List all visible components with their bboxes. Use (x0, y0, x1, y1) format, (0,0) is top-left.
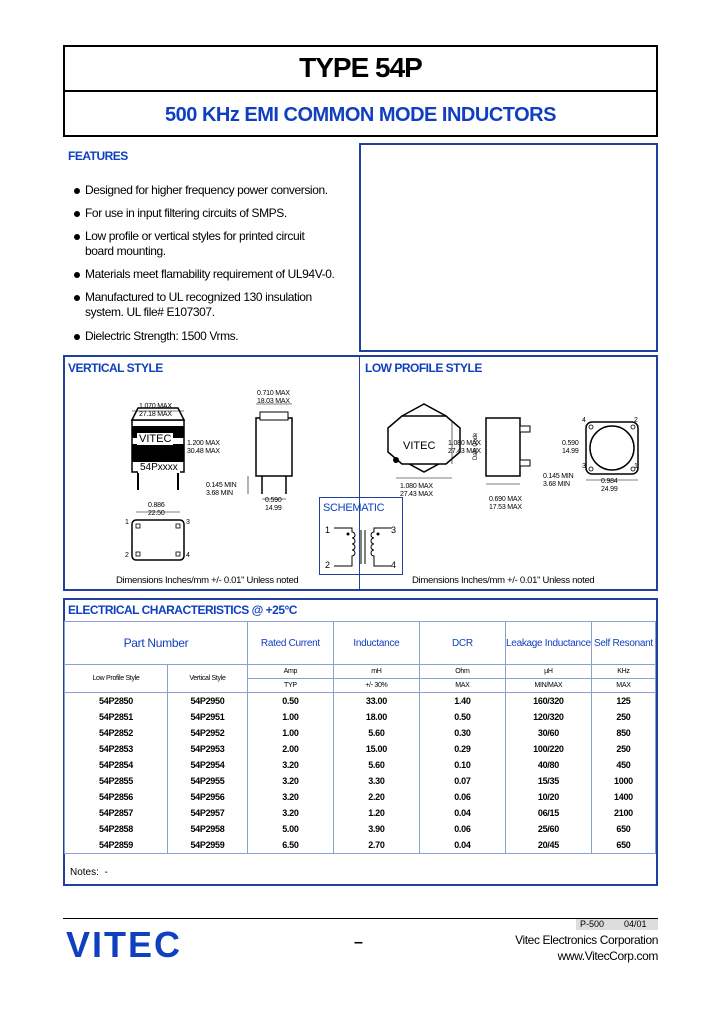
table-row: 54P2855 54P2955 3.20 3.30 0.07 15/35 1000 (65, 773, 656, 789)
footer-rule (63, 918, 658, 919)
unit-khz: KHz (591, 665, 655, 679)
header-part-number: Part Number (65, 622, 248, 665)
table-row: 54P2851 54P2951 1.00 18.00 0.50 120/320 250 (65, 709, 656, 725)
feature-item: Materials meet flamability requirement of UL94V-0. (74, 267, 375, 282)
lowprofile-dim-depth: 0.690 MAX 17.53 MAX (489, 496, 522, 511)
vitec-logo: VITEC (66, 924, 183, 965)
vertical-pin3-label: 3 (186, 519, 190, 526)
unit-typ: TYP (247, 679, 333, 693)
lowprofile-heading: LOW PROFILE STYLE (365, 361, 482, 375)
page-title: TYPE 54P (299, 52, 422, 83)
footer-website: www.VitecCorp.com (557, 949, 658, 963)
bullet-icon (74, 188, 80, 194)
bullet-icon (74, 334, 80, 340)
table-notes: Notes: - (70, 867, 108, 878)
unit-tol: +/- 30% (333, 679, 419, 693)
unit-max: MAX (419, 679, 505, 693)
footer-page: P-500 (580, 919, 605, 929)
header-inductance: Inductance (333, 622, 419, 665)
schematic-pin2: 2 (325, 560, 330, 570)
table-row: 54P2853 54P2953 2.00 15.00 0.29 100/220 250 (65, 741, 656, 757)
lowprofile-dim-width: 1.080 MAX 27.43 MAX (400, 483, 433, 498)
lowprofile-pin1-label: 1 (634, 463, 638, 470)
lowprofile-dim-pin: 0.145 MIN 3.68 MIN (543, 473, 574, 488)
footer-company: Vitec Electronics Corporation (515, 933, 658, 947)
vertical-pin1-label: 1 (125, 519, 129, 526)
feature-item: Designed for higher frequency power conversion. (74, 183, 365, 198)
footer-dash: – (354, 934, 363, 951)
header-dcr: DCR (419, 622, 505, 665)
lowprofile-pin3-label: 3 (582, 463, 586, 470)
lowprofile-dim-side: 0.590 14.99 (562, 440, 579, 455)
vertical-heading: VERTICAL STYLE (68, 361, 163, 375)
feature-item: Manufactured to UL recognized 130 insulation system. UL file# E107307. (74, 290, 340, 320)
schematic-pin1: 1 (325, 525, 330, 535)
electrical-table (64, 621, 656, 854)
features-heading: FEATURES (68, 149, 128, 163)
lowprofile-brand: VITEC (403, 440, 436, 452)
feature-item: Low profile or vertical styles for printed circuit board mounting. (74, 229, 335, 259)
vertical-pin2-label: 2 (125, 552, 129, 559)
lowprofile-pin2-label: 2 (634, 417, 638, 424)
schematic-pin4: 4 (391, 560, 396, 570)
bullet-icon (74, 211, 80, 217)
schematic-heading: SCHEMATIC (323, 502, 385, 514)
footer-date: 04/01 (624, 919, 647, 929)
product-photo-frame (359, 143, 658, 352)
vertical-dim-pin: 0.145 MIN 3.68 MIN (206, 482, 237, 497)
feature-item: For use in input filtering circuits of SMPS. (74, 206, 365, 221)
table-row: 54P2856 54P2956 3.20 2.20 0.06 10/20 1400 (65, 789, 656, 805)
unit-minmax: MIN/MAX (505, 679, 591, 693)
lowprofile-dim-note: Dimensions Inches/mm +/- 0.01" Unless noted (412, 575, 595, 586)
vertical-dim-height: 1.200 MAX 30.48 MAX (187, 440, 220, 455)
table-row: 54P2859 54P2959 6.50 2.70 0.04 20/45 650 (65, 837, 656, 854)
page-subtitle: 500 KHz EMI COMMON MODE INDUCTORS (165, 104, 556, 126)
table-row: 54P2858 54P2958 5.00 3.90 0.06 25/60 650 (65, 821, 656, 837)
table-row: 54P2857 54P2957 3.20 1.20 0.04 06/15 2100 (65, 805, 656, 821)
unit-low-profile: Low Profile Style (65, 665, 168, 693)
header-leakage: Leakage Inductance (505, 622, 591, 665)
vertical-part: 54Pxxxx (140, 462, 178, 473)
lowprofile-pin4-label: 4 (582, 417, 586, 424)
vertical-dim-note: Dimensions Inches/mm +/- 0.01" Unless noted (116, 575, 299, 586)
vertical-brand: VITEC (139, 433, 172, 445)
electrical-heading: ELECTRICAL CHARACTERISTICS @ +25°C (68, 603, 297, 617)
vertical-dim-base: 0.886 22.50 (148, 502, 165, 517)
table-row: 54P2852 54P2952 1.00 5.60 0.30 30/60 850 (65, 725, 656, 741)
unit-amp: Amp (247, 665, 333, 679)
vertical-dim-side: 0.710 MAX 18.03 MAX (257, 390, 290, 405)
lowprofile-dim-height: 1.080 MAX 27.43 MAX (448, 440, 481, 455)
table-row: 54P2854 54P2954 3.20 5.60 0.10 40/80 450 (65, 757, 656, 773)
vertical-dim-spacing: 0.590 14.99 (265, 497, 282, 512)
unit-vertical: Vertical Style (168, 665, 248, 693)
schematic-diagram (330, 524, 396, 570)
bullet-icon (74, 295, 80, 301)
bullet-icon (74, 272, 80, 278)
unit-uh: µH (505, 665, 591, 679)
vertical-dim-width: 1.070 MAX 27.18 MAX (139, 403, 172, 418)
header-rated-current: Rated Current (247, 622, 333, 665)
vertical-style-drawing (66, 378, 356, 578)
unit-mh: mH (333, 665, 419, 679)
bullet-icon (74, 234, 80, 240)
unit-max2: MAX (591, 679, 655, 693)
schematic-pin3: 3 (391, 525, 396, 535)
feature-item: Dielectric Strength: 1500 Vrms. (74, 329, 365, 344)
lowprofile-datecode: Date Code (473, 433, 479, 460)
lowprofile-dim-bottom: 0.984 24.99 (601, 478, 618, 493)
unit-ohm: Ohm (419, 665, 505, 679)
table-row: 54P2850 54P2950 0.50 33.00 1.40 160/320 125 (65, 693, 656, 710)
vertical-pin4-label: 4 (186, 552, 190, 559)
header-self-resonant: Self Resonant (591, 622, 655, 665)
